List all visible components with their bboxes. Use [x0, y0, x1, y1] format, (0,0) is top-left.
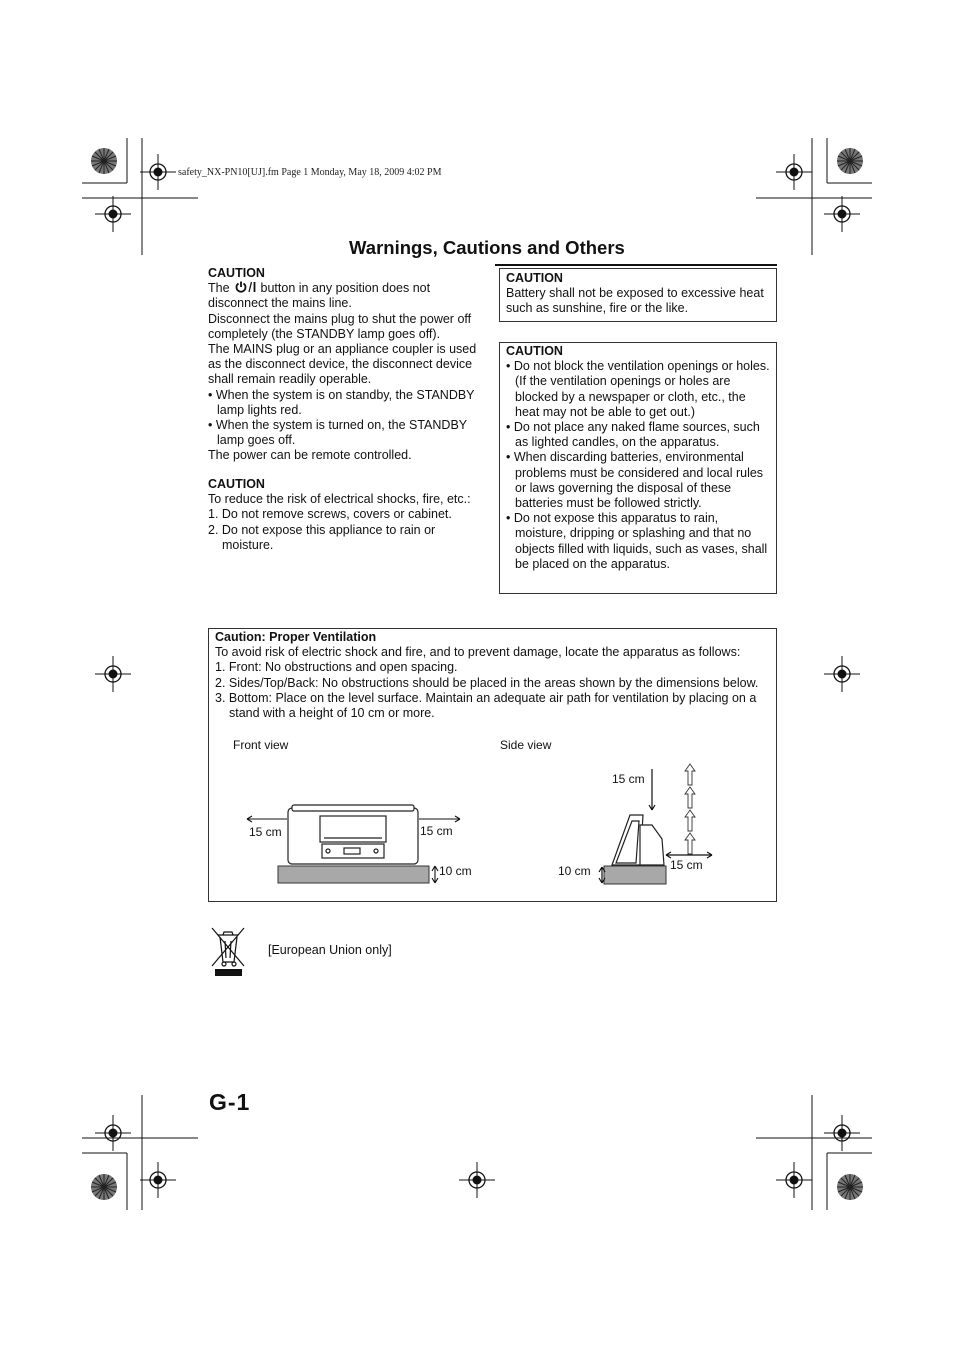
front-right-dim: 15 cm	[420, 824, 453, 838]
ventilation-intro: To avoid risk of electric shock and fire, and to prevent damage, locate the apparatus as follows:	[215, 645, 741, 660]
side-view-label: Side view	[500, 738, 552, 752]
caution-heading: CAUTION	[506, 344, 563, 358]
eu-note: [European Union only]	[268, 943, 392, 957]
section-heading: Caution: Proper Ventilation	[215, 630, 377, 644]
registration-mark-icon	[95, 1115, 131, 1151]
front-left-dim: 15 cm	[249, 825, 282, 839]
stand-shelf	[604, 866, 666, 884]
list-item: 1. Do not remove screws, covers or cabinet.	[208, 507, 452, 522]
battery-caution-box	[499, 268, 777, 322]
device-front	[288, 805, 418, 864]
registration-mark-icon	[95, 196, 131, 232]
disconnect-text: Disconnect the mains plug to shut the power off completely (the STANDBY lamp goes off).	[208, 311, 472, 341]
mains-plug-text: The MAINS plug or an appliance coupler is used as the disconnect device, the disconnect device shall remain readily operable.	[208, 342, 477, 387]
standby-button-text	[208, 281, 486, 311]
registration-mark-icon	[776, 154, 812, 190]
front-bottom-dim: 10 cm	[439, 864, 472, 878]
proper-ventilation-text	[215, 630, 773, 721]
registration-mark-icon	[140, 154, 176, 190]
list-item: • Do not place any naked flame sources, such as lighted candles, on the apparatus.	[506, 420, 760, 450]
caution-heading: CAUTION	[208, 266, 265, 280]
title-rule	[495, 264, 777, 266]
side-top-dim: 15 cm	[612, 772, 645, 786]
caution-heading: CAUTION	[506, 271, 563, 285]
front-view-diagram	[240, 800, 470, 890]
standby-bullet: • When the system is on standby, the STANDBY lamp lights red.	[208, 387, 475, 417]
stand-shelf	[278, 866, 429, 883]
color-target-icon	[89, 1172, 119, 1202]
page-header: safety_NX-PN10[UJ].fm Page 1 Monday, May 18, 2009 4:02 PM	[178, 167, 442, 178]
list-item: 2. Sides/Top/Back: No obstructions should be placed in the areas shown by the dimensions below.	[215, 675, 759, 690]
caution-heading: CAUTION	[208, 477, 265, 491]
airflow-arrows	[685, 764, 695, 854]
caution-shock-section	[208, 477, 486, 553]
caution-power-section	[208, 266, 486, 464]
list-item: 3. Bottom: Place on the level surface. Maintain an adequate air path for ventilation by placing on a stand with a height of 10 cm or more.	[215, 690, 757, 721]
list-item: • Do not expose this apparatus to rain, moisture, dripping or splashing and that no objects filled with liquids, such as vases, shall be placed on the apparatus.	[506, 511, 768, 571]
color-target-icon	[835, 146, 865, 176]
list-item: 2. Do not expose this appliance to rain or moisture.	[208, 522, 436, 552]
registration-mark-icon	[776, 1162, 812, 1198]
page-title: Warnings, Cautions and Others	[349, 237, 625, 258]
registration-mark-icon	[95, 656, 131, 692]
on-bullet: • When the system is turned on, the STANDBY lamp goes off.	[208, 418, 467, 448]
registration-mark-icon	[824, 656, 860, 692]
list-item: 1. Front: No obstructions and open spacing.	[215, 660, 458, 675]
side-view-diagram	[590, 755, 730, 890]
registration-mark-icon	[824, 1115, 860, 1151]
registration-mark-icon	[140, 1162, 176, 1198]
front-view-label: Front view	[233, 738, 289, 752]
color-target-icon	[89, 146, 119, 176]
side-back-dim: 15 cm	[670, 858, 703, 872]
weee-bin-icon	[210, 926, 246, 978]
registration-mark-icon	[824, 196, 860, 232]
shock-intro: To reduce the risk of electrical shocks, fire, etc.:	[208, 492, 471, 507]
remote-text: The power can be remote controlled.	[208, 448, 412, 463]
list-item: • When discarding batteries, environmental problems must be considered and local rules or laws governing the disposal of these batteries must be followed strictly.	[506, 450, 764, 511]
side-bottom-dim: 10 cm	[558, 864, 591, 878]
power-standby-icon	[233, 281, 257, 293]
page-number: G-1	[209, 1089, 251, 1115]
ventilation-caution-box	[499, 342, 777, 594]
color-target-icon	[835, 1172, 865, 1202]
ventilation-note: (If the ventilation openings or holes are blocked by a newspaper or cloth, etc., the heat may not be able to get out.)	[515, 374, 746, 419]
text-suffix: button in any position does not disconnect the mains line.	[208, 281, 431, 311]
text-prefix: The	[208, 281, 230, 296]
device-side	[612, 815, 664, 865]
registration-mark-icon	[459, 1162, 495, 1198]
list-item: • Do not block the ventilation openings or holes.	[506, 359, 770, 374]
battery-text: Battery shall not be exposed to excessive heat such as sunshine, fire or the like.	[506, 286, 764, 316]
